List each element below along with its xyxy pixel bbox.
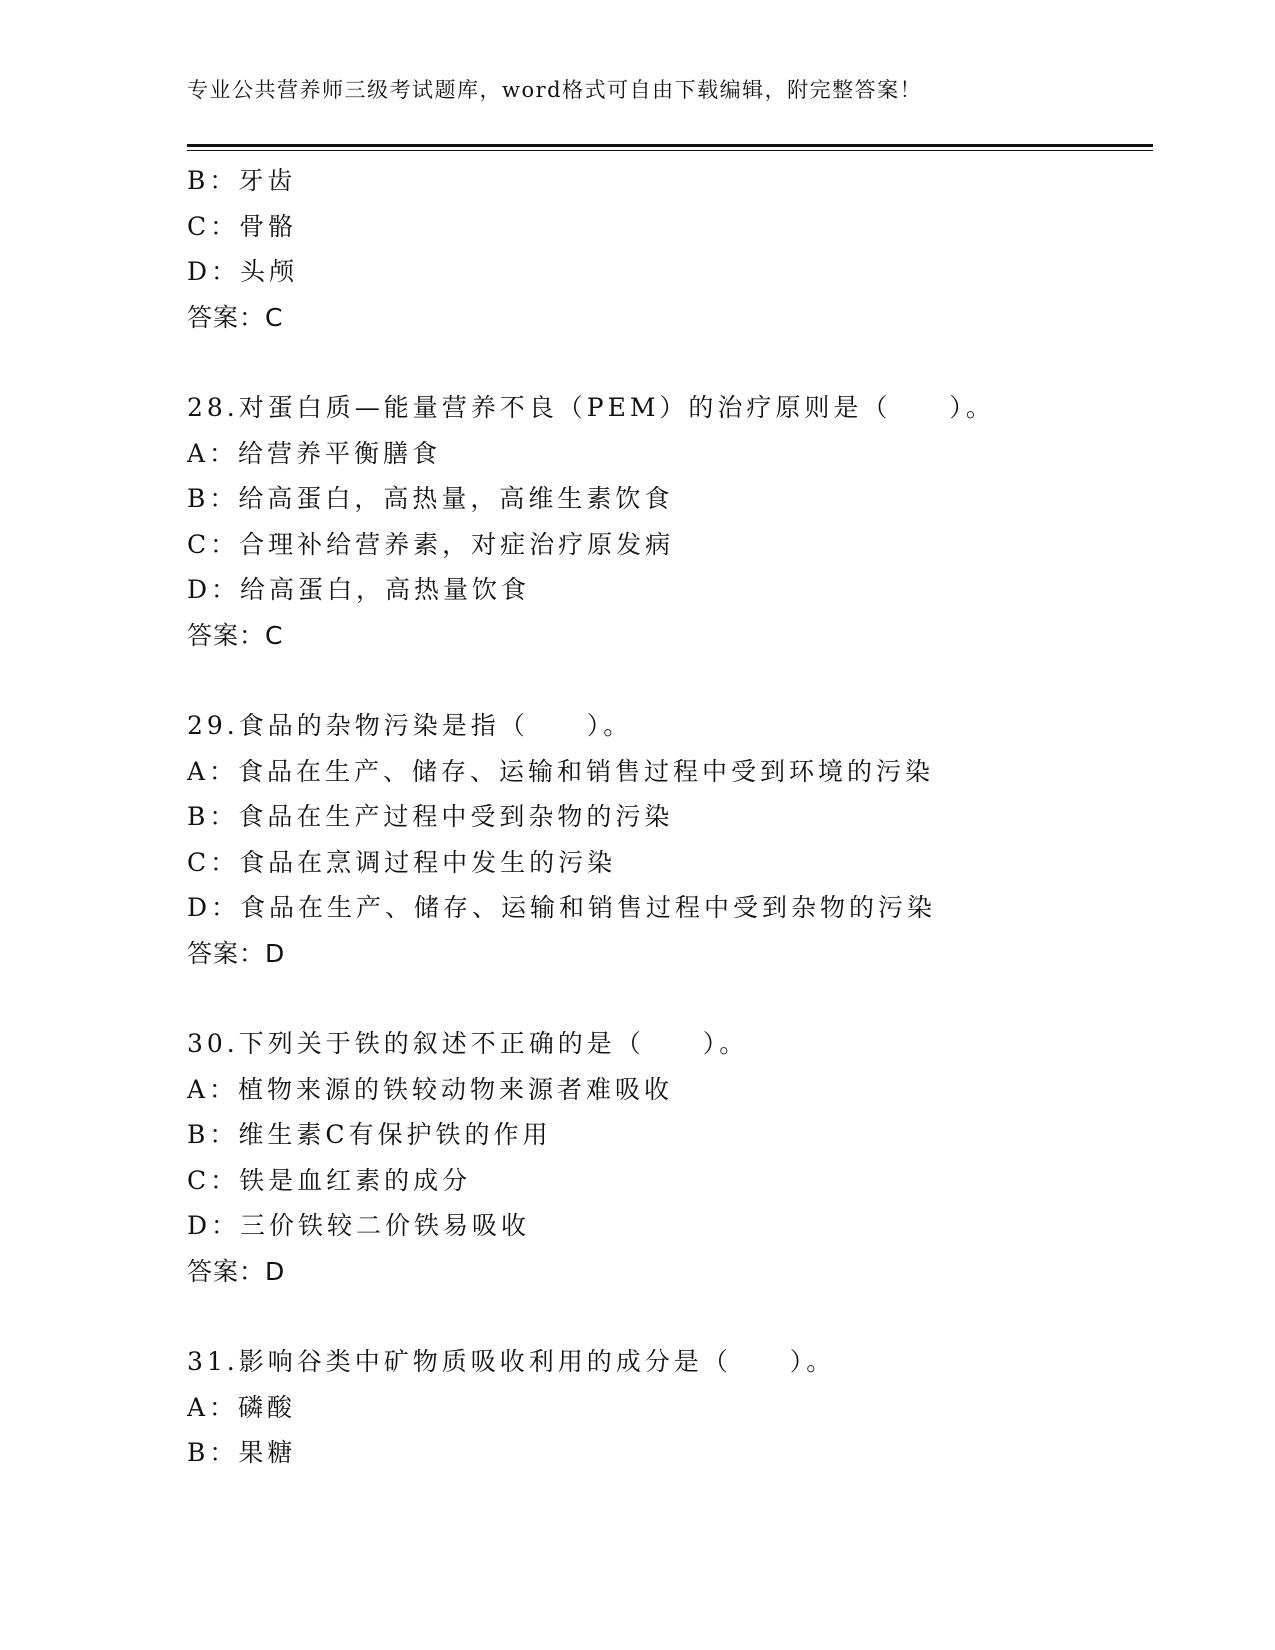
question-28: [187, 385, 1153, 658]
question-31: [187, 1339, 1153, 1476]
answer: 答案：C: [187, 620, 284, 650]
option-b: B：维生素C有保护铁的作用: [187, 1120, 552, 1149]
answer: 答案：D: [187, 938, 286, 968]
prev-question-tail: [187, 158, 1153, 340]
option-c: C：铁是血红素的成分: [187, 1165, 472, 1195]
option-a: A：磷酸: [187, 1392, 297, 1422]
question-stem: 28.对蛋白质—能量营养不良（PEM）的治疗原则是（ ）。: [187, 393, 995, 422]
option-a: A：给营养平衡膳食: [187, 438, 442, 468]
option-d: D：头颅: [187, 257, 299, 286]
option-a: A：食品在生产、储存、运输和销售过程中受到环境的污染: [187, 756, 935, 786]
question-stem: 31.影响谷类中矿物质吸收利用的成分是（ ）。: [187, 1347, 836, 1376]
option-d: D：食品在生产、储存、运输和销售过程中受到杂物的污染: [187, 893, 937, 922]
option-b: B：食品在生产过程中受到杂物的污染: [187, 802, 674, 831]
question-stem: 30.下列关于铁的叙述不正确的是（ ）。: [187, 1029, 749, 1058]
option-c: C：骨骼: [187, 211, 298, 241]
header-rule-thick: [187, 144, 1153, 147]
answer: 答案：D: [187, 1256, 286, 1286]
option-b: B：牙齿: [187, 166, 297, 195]
option-a: A：植物来源的铁较动物来源者难吸收: [187, 1074, 674, 1104]
page-header: 专业公共营养师三级考试题库，word格式可自由下载编辑，附完整答案！: [187, 78, 923, 102]
option-d: D：给高蛋白，高热量饮食: [187, 575, 531, 604]
header-rule-thin: [187, 150, 1153, 151]
answer: 答案：C: [187, 302, 284, 332]
option-b: B：果糖: [187, 1438, 297, 1467]
option-d: D：三价铁较二价铁易吸收: [187, 1211, 531, 1240]
question-list: [187, 158, 1153, 1476]
question-29: [187, 703, 1153, 976]
option-c: C：合理补给营养素，对症治疗原发病: [187, 529, 675, 559]
option-b: B：给高蛋白，高热量，高维生素饮食: [187, 484, 674, 513]
option-c: C：食品在烹调过程中发生的污染: [187, 847, 617, 877]
question-30: [187, 1021, 1153, 1294]
question-stem: 29.食品的杂物污染是指（ ）。: [187, 711, 633, 740]
